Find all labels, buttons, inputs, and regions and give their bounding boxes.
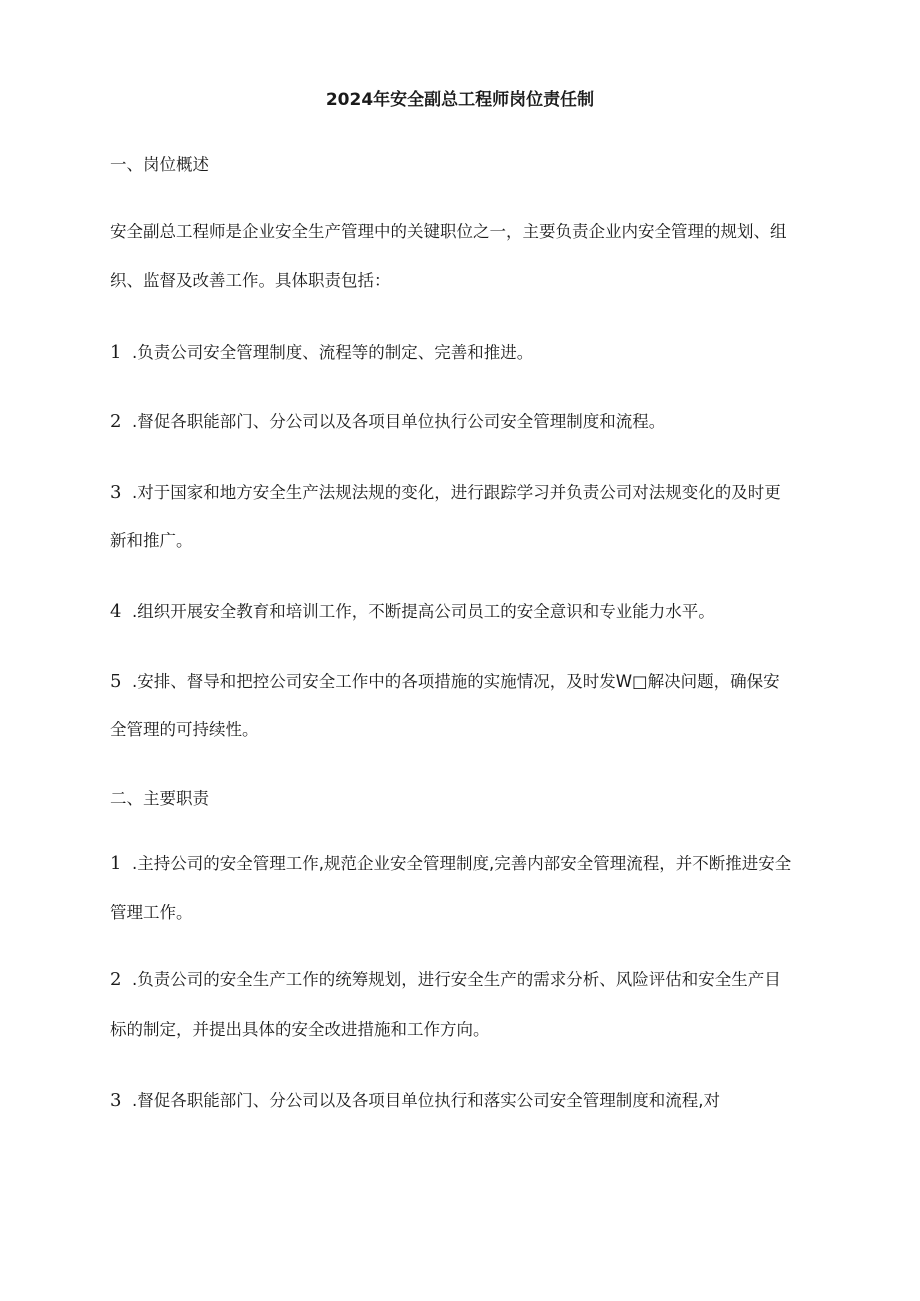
- section1-item-5-continuation: 全管理的可持续性。: [110, 720, 259, 739]
- item-number: 1: [110, 342, 122, 363]
- section1-heading: 一、岗位概述: [110, 155, 209, 174]
- item-number: 1: [110, 853, 122, 874]
- section2-item-3: [110, 1089, 820, 1113]
- item-number: 3: [110, 482, 122, 503]
- section1-item-5: [110, 670, 820, 694]
- item-number: 2: [110, 411, 122, 432]
- section2-item-1-continuation: 管理工作。: [110, 903, 193, 922]
- item-text: .负责公司安全管理制度、流程等的制定、完善和推进。: [132, 343, 534, 362]
- item-text: .督促各职能部门、分公司以及各项目单位执行和落实公司安全管理制度和流程,对: [132, 1091, 720, 1110]
- section1-item-4: [110, 600, 820, 624]
- section1-intro-line2: 织、监督及改善工作。具体职责包括：: [110, 271, 391, 290]
- section1-intro-line1: 安全副总工程师是企业安全生产管理中的关键职位之一，主要负责企业内安全管理的规划、组: [110, 222, 787, 241]
- section1-item-2: [110, 410, 820, 434]
- item-text: .安排、督导和把控公司安全工作中的各项措施的实施情况，及时发W□解决问题，确保安: [132, 672, 780, 691]
- section1-item-1: [110, 341, 820, 365]
- section2-item-2: [110, 968, 820, 992]
- item-number: 5: [110, 671, 122, 692]
- item-text: .督促各职能部门、分公司以及各项目单位执行公司安全管理制度和流程。: [132, 412, 666, 431]
- section2-item-2-continuation: 标的制定，并提出具体的安全改进措施和工作方向。: [110, 1020, 490, 1039]
- section1-item-3: [110, 481, 820, 505]
- item-text: .主持公司的安全管理工作,规范企业安全管理制度,完善内部安全管理流程，并不断推进安全: [132, 854, 792, 873]
- item-number: 3: [110, 1090, 122, 1111]
- section2-item-1: [110, 852, 820, 876]
- section1-item-3-continuation: 新和推广。: [110, 531, 193, 550]
- section2-heading: 二、主要职责: [110, 789, 209, 808]
- document-title: 2024年安全副总工程师岗位责任制: [325, 90, 595, 110]
- item-text: .组织开展安全教育和培训工作，不断提高公司员工的安全意识和专业能力水平。: [132, 602, 715, 621]
- item-text: .负责公司的安全生产工作的统筹规划，进行安全生产的需求分析、风险评估和安全生产目: [132, 970, 781, 989]
- item-number: 2: [110, 969, 122, 990]
- item-number: 4: [110, 601, 122, 622]
- item-text: .对于国家和地方安全生产法规法规的变化，进行跟踪学习并负责公司对法规变化的及时更: [132, 483, 781, 502]
